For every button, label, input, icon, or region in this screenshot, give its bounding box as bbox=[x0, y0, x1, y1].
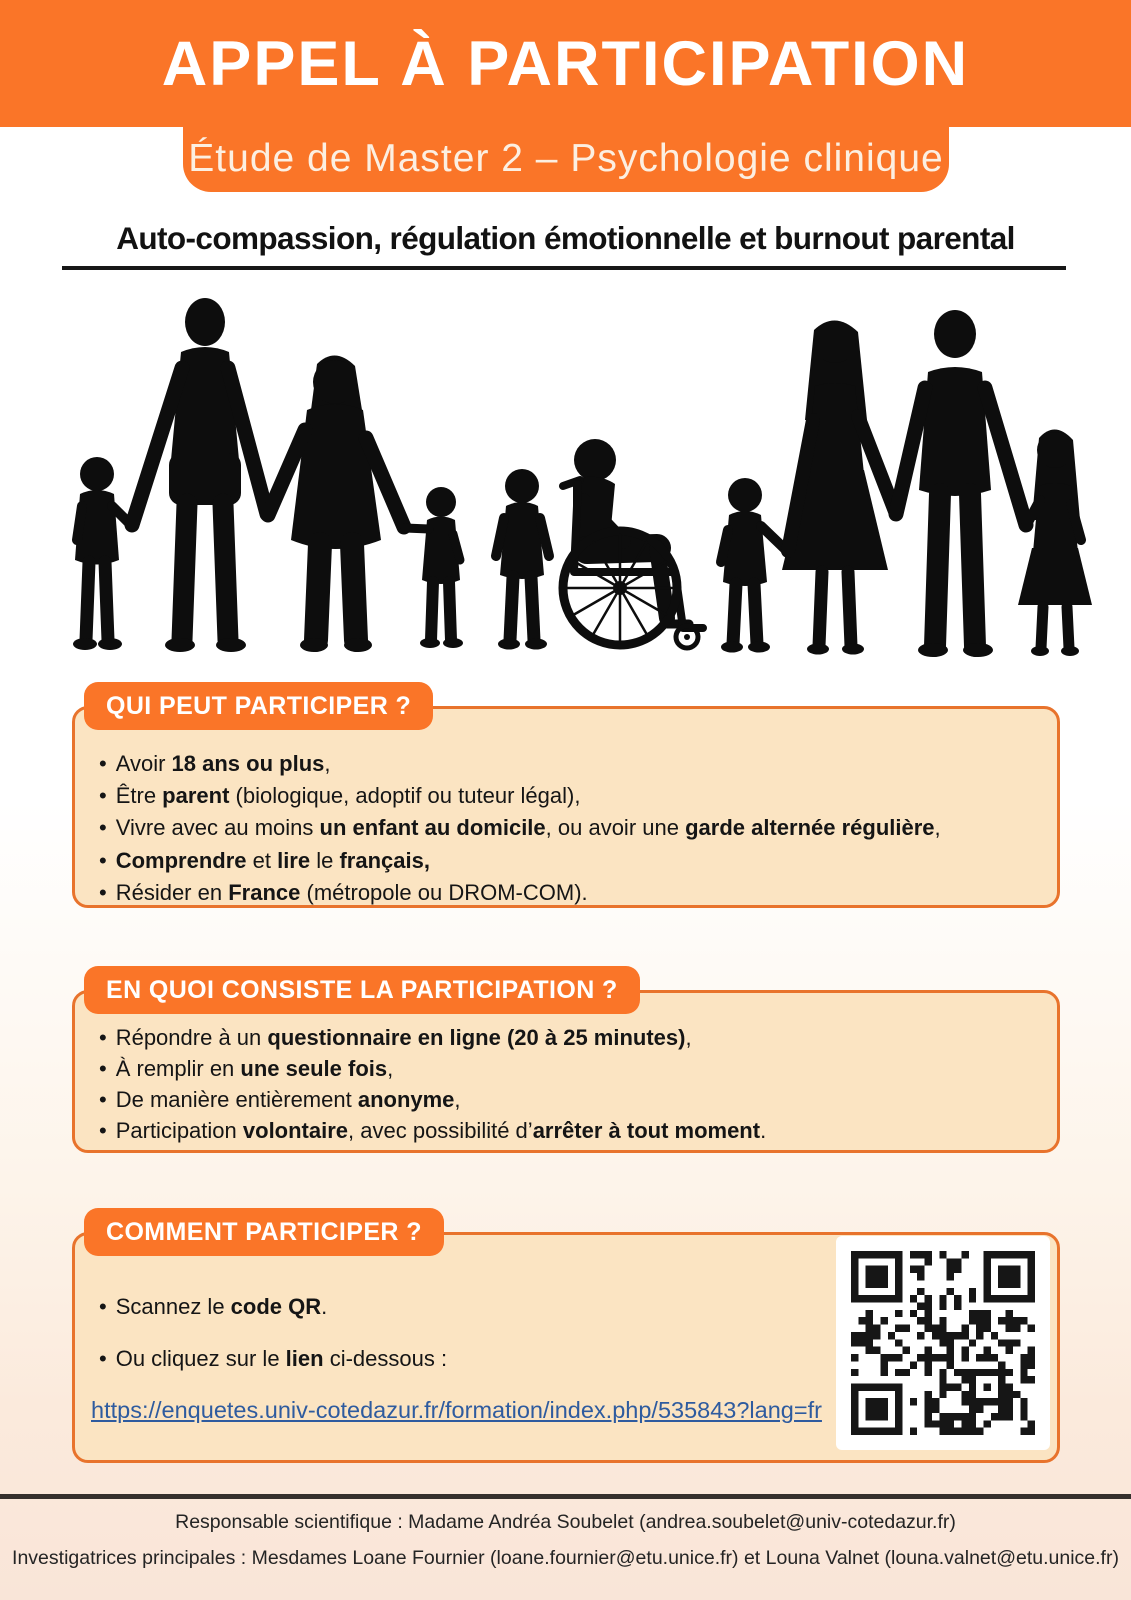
subtitle-text: Étude de Master 2 – Psychologie clinique bbox=[188, 137, 944, 180]
family-silhouettes-image bbox=[35, 288, 1095, 668]
bullet-item: • Comprendre et lire le français, bbox=[99, 845, 1033, 877]
bullet-item: • De manière entièrement anonyme, bbox=[99, 1084, 1033, 1115]
footer-credit-line: Investigatrices principales : Mesdames Loane Fournier (loane.fournier@etu.unice.fr) et Louna Valnet (louna.valnet@etu.unice.fr) bbox=[12, 1547, 1119, 1569]
bullet-item: • Ou cliquez sur le lien ci-dessous : bbox=[99, 1343, 751, 1375]
section-badge-who: QUI PEUT PARTICIPER ? bbox=[84, 682, 433, 730]
bullet-item: • Scannez le code QR. bbox=[99, 1291, 751, 1323]
section-who bbox=[72, 706, 1060, 908]
bullet-item: • Avoir 18 ans ou plus, bbox=[99, 748, 1033, 780]
survey-link[interactable]: https://enquetes.univ-cotedazur.fr/formation/index.php/535843?lang=fr bbox=[91, 1397, 822, 1423]
footer-credit-line: Responsable scientifique : Madame Andréa Soubelet (andrea.soubelet@univ-cotedazur.fr) bbox=[175, 1511, 956, 1533]
bullet-item: • Vivre avec au moins un enfant au domicile, ou avoir une garde alternée régulière, bbox=[99, 812, 1033, 844]
bullet-item: • À remplir en une seule fois, bbox=[99, 1053, 1033, 1084]
what-bullet-list bbox=[75, 993, 1057, 1146]
who-bullet-list bbox=[75, 709, 1057, 909]
section-badge-what: EN QUOI CONSISTE LA PARTICIPATION ? bbox=[84, 966, 640, 1014]
section-what bbox=[72, 990, 1060, 1153]
study-title: Auto-compassion, régulation émotionnelle et burnout parental bbox=[116, 220, 1015, 256]
subtitle-tab bbox=[183, 126, 949, 192]
section-badge-how: COMMENT PARTICIPER ? bbox=[84, 1208, 444, 1256]
bullet-item: • Participation volontaire, avec possibilité d’arrêter à tout moment. bbox=[99, 1115, 1033, 1146]
footer-rule bbox=[0, 1494, 1131, 1499]
header-band bbox=[0, 0, 1131, 127]
bullet-item: • Être parent (biologique, adoptif ou tuteur légal), bbox=[99, 780, 1033, 812]
bullet-item: • Résider en France (métropole ou DROM-COM). bbox=[99, 877, 1033, 909]
bullet-item: • Répondre à un questionnaire en ligne (20 à 25 minutes), bbox=[99, 1022, 1033, 1053]
title-underline bbox=[62, 266, 1066, 270]
qr-card bbox=[836, 1236, 1050, 1450]
qr-code-image bbox=[851, 1251, 1035, 1435]
how-bullet-list bbox=[75, 1235, 775, 1375]
poster-title: APPEL À PARTICIPATION bbox=[161, 28, 970, 99]
